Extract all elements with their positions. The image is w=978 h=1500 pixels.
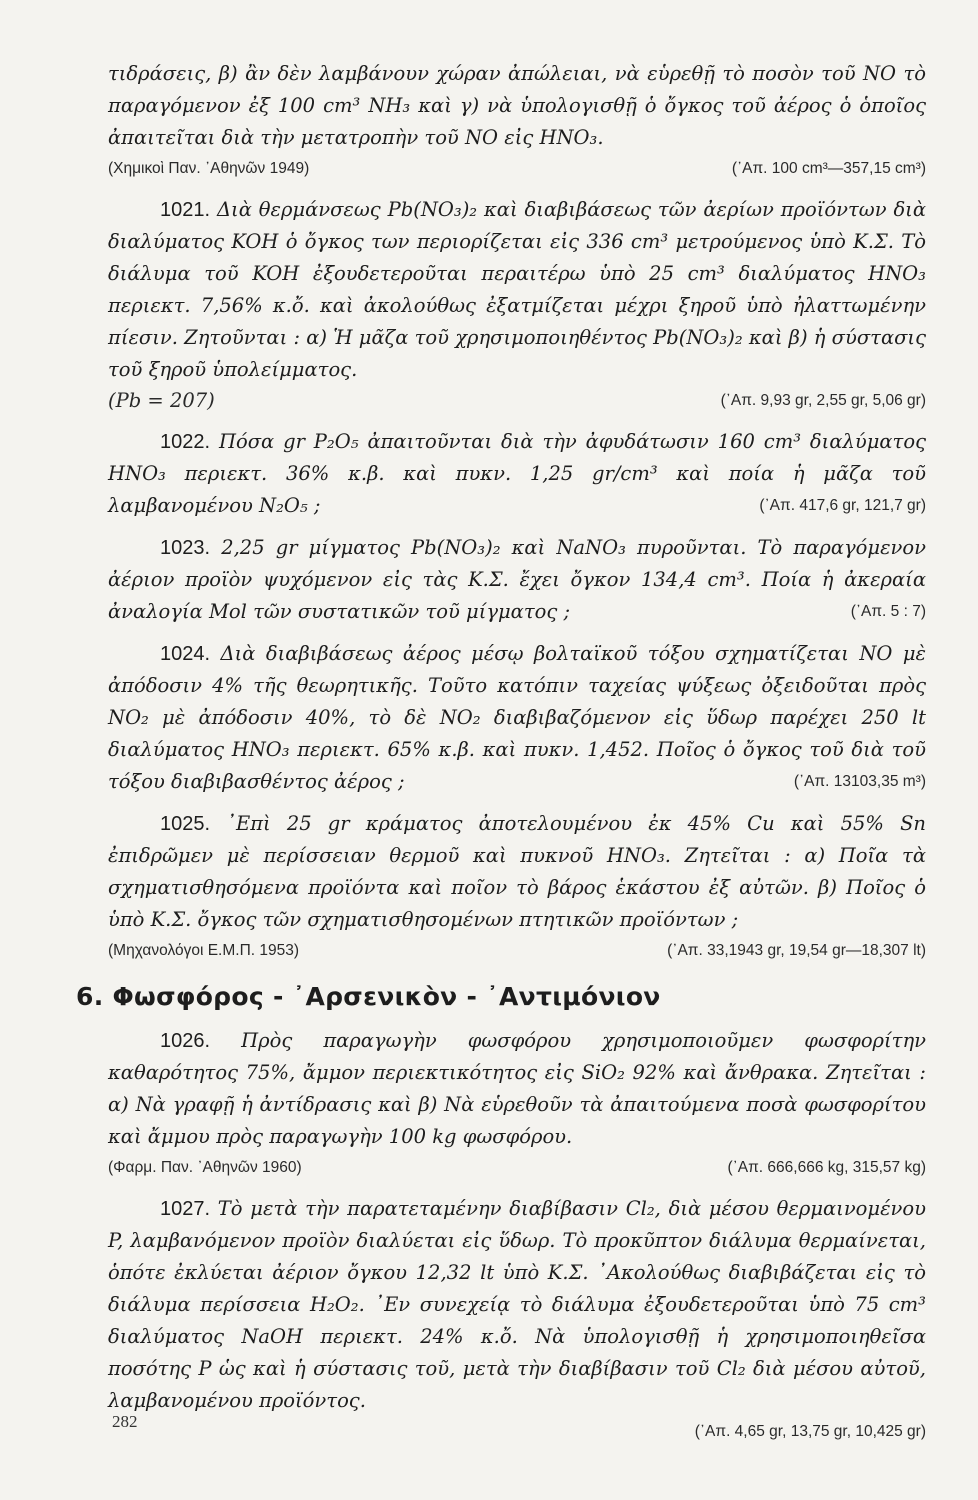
problem-text: Διὰ διαβιβάσεως ἀέρος μέσῳ βολταϊκοῦ τόξου σχηματίζεται NO μὲ ἀπόδοσιν 4% τῆς θεωρητικῆς. Τοῦτο κατόπιν ταχείας ψύξεως ὀξειδοῦται πρὸς NO₂ μὲ ἀπόδοσιν 40%, τὸ δὲ NO₂ διαβιβαζόμενον εἰς ὕδωρ παρέχει 250 lt διαλύματος HNO₃ περιεκτ. 65% κ.β. καὶ πυκν. 1,452. Ποῖος ὁ ὄγκος τοῦ διὰ τοῦ τόξου διαβιβασθέντος ἀέρος ; [108,642,926,793]
problem-1022 [108,426,926,522]
section-heading: 6. Φωσφόρος - ᾿Αρσενικὸν - ᾿Αντιμόνιον [76,982,661,1011]
problem-number: 1021. [160,199,211,221]
page-number: 282 [112,1412,138,1431]
page-content [76,58,926,1457]
problem-1025 [108,808,926,966]
problem-number: 1026. [160,1030,211,1052]
problem-answer: (᾿Απ. 100 cm³—357,15 cm³) [731,160,926,177]
problem-source: (Χημικοὶ Παν. ᾿Αθηνῶν 1949) [108,160,310,177]
problem-number: 1022. [160,431,211,453]
problem-text: 2,25 gr μίγματος Pb(NO₃)₂ καὶ NaNO₃ πυροῦνται. Τὸ παραγόμενον ἀέριον προϊὸν ψυχόμενον εἰς τὰς Κ.Σ. ἔχει ὄγκον 134,4 cm³. Ποία ἡ ἀκεραία ἀναλογία Mol τῶν συστατικῶν τοῦ μίγματος ; [108,536,926,623]
problem-answer: (᾿Απ. 33,1943 gr, 19,54 gr—18,307 lt) [667,942,926,959]
problem-1023 [108,532,926,628]
problem-number: 1023. [160,537,211,559]
problem-1027 [108,1193,926,1447]
problem-number: 1025. [160,813,211,835]
problem-text: Πρὸς παραγωγὴν φωσφόρου χρησιμοποιοῦμεν φωσφορίτην καθαρότητος 75%, ἄμμον περιεκτικότητος εἰς SiO₂ 92% καὶ ἄνθρακα. Ζητεῖται : α) Νὰ γραφῇ ἡ ἀντίδρασις καὶ β) Νὰ εὑρεθοῦν τὰ ἀπαιτούμενα ποσὰ φωσφορίτου καὶ ἄμμου πρὸς παραγωγὴν 100 kg φωσφόρου. [108,1029,926,1148]
problem-continuation [108,58,926,184]
problem-text: Διὰ θερμάνσεως Pb(NO₃)₂ καὶ διαβιβάσεως τῶν ἀερίων προϊόντων διὰ διαλύματος KOH ὁ ὄγκος των περιορίζεται εἰς 336 cm³ μετρούμενος ὑπὸ Κ.Σ. Τὸ διάλυμα τοῦ KOH ἐξουδετεροῦται περαιτέρω ὑπὸ 25 cm³ διαλύματος HNO₃ περιεκτ. 7,56% κ.ὄ. καὶ ἀκολούθως ἐξατμίζεται μέχρι ξηροῦ ὑπὸ ἠλαττωμένην πίεσιν. Ζητοῦνται : α) Ἡ μᾶζα τοῦ χρησιμοποιηθέντος Pb(NO₃)₂ καὶ β) ἡ σύστασις τοῦ ξηροῦ ὑπολείμματος. [108,198,926,381]
atomic-mass-note: (Pb = 207) [108,389,215,412]
problem-answer: (᾿Απ. 666,666 kg, 315,57 kg) [727,1159,926,1176]
problem-answer: (᾿Απ. 13103,35 m³) [793,773,926,790]
problem-text: Πόσα gr P₂O₅ ἀπαιτοῦνται διὰ τὴν ἀφυδάτωσιν 160 cm³ διαλύματος HNO₃ περιεκτ. 36% κ.β. καὶ πυκν. 1,25 gr/cm³ καὶ ποία ἡ μᾶζα τοῦ λαμβανομένου N₂O₅ ; [108,430,926,517]
problem-answer: (᾿Απ. 5 : 7) [850,603,926,620]
problem-text: τιδράσεις, β) ἂν δὲν λαμβάνουν χώραν ἀπώλειαι, νὰ εὑρεθῇ τὸ ποσὸν τοῦ NO τὸ παραγόμενον ἐξ 100 cm³ NH₃ καὶ γ) νὰ ὑπολογισθῇ ὁ ὄγκος τοῦ ἀέρος ὁ ὁποῖος ἀπαιτεῖται διὰ τὴν μετατροπὴν τοῦ NO εἰς HNO₃. [108,62,926,149]
problem-answer: (᾿Απ. 417,6 gr, 121,7 gr) [759,497,926,514]
problem-answer: (᾿Απ. 4,65 gr, 13,75 gr, 10,425 gr) [694,1423,926,1440]
problem-1021 [108,194,926,416]
problem-source: (Μηχανολόγοι Ε.Μ.Π. 1953) [108,942,300,959]
problem-source: (Φαρμ. Παν. ᾿Αθηνῶν 1960) [108,1159,302,1176]
problem-1026 [108,1025,926,1183]
problem-1024 [108,638,926,798]
problem-number: 1027. [160,1198,211,1220]
problem-text: Τὸ μετὰ τὴν παρατεταμένην διαβίβασιν Cl₂, διὰ μέσου θερμαινομένου P, λαμβανόμενον προϊὸν διαλύεται εἰς ὕδωρ. Τὸ προκῦπτον διάλυμα θερμαίνεται, ὁπότε ἐκλύεται ἀέριον ὄγκου 12,32 lt ὑπὸ Κ.Σ. ᾿Ακολούθως διαβιβάζεται εἰς τὸ διάλυμα περίσσεια H₂O₂. ᾿Εν συνεχείᾳ τὸ διάλυμα ἐξουδετεροῦται ὑπὸ 75 cm³ διαλύματος NaOH περιεκτ. 24% κ.ὄ. Νὰ ὑπολογισθῇ ἡ χρησιμοποιηθεῖσα ποσότης P ὡς καὶ ἡ σύστασις τοῦ, μετὰ τὴν διαβίβασιν τοῦ Cl₂ διὰ μέσου αὐτοῦ, λαμβανομένου προϊόντος. [108,1197,926,1412]
problem-number: 1024. [160,643,211,665]
problem-answer: (᾿Απ. 9,93 gr, 2,55 gr, 5,06 gr) [720,392,926,409]
problem-text: ᾿Επὶ 25 gr κράματος ἀποτελουμένου ἐκ 45% Cu καὶ 55% Sn ἐπιδρῶμεν μὲ περίσσειαν θερμοῦ καὶ πυκνοῦ HNO₃. Ζητεῖται : α) Ποῖα τὰ σχηματισθησόμενα προϊόντα καὶ ποῖον τὸ βάρος ἑκάστου ἐξ αὐτῶν. β) Ποῖος ὁ ὑπὸ Κ.Σ. ὄγκος τῶν σχηματισθησομένων πτητικῶν προϊόντων ; [108,812,926,931]
